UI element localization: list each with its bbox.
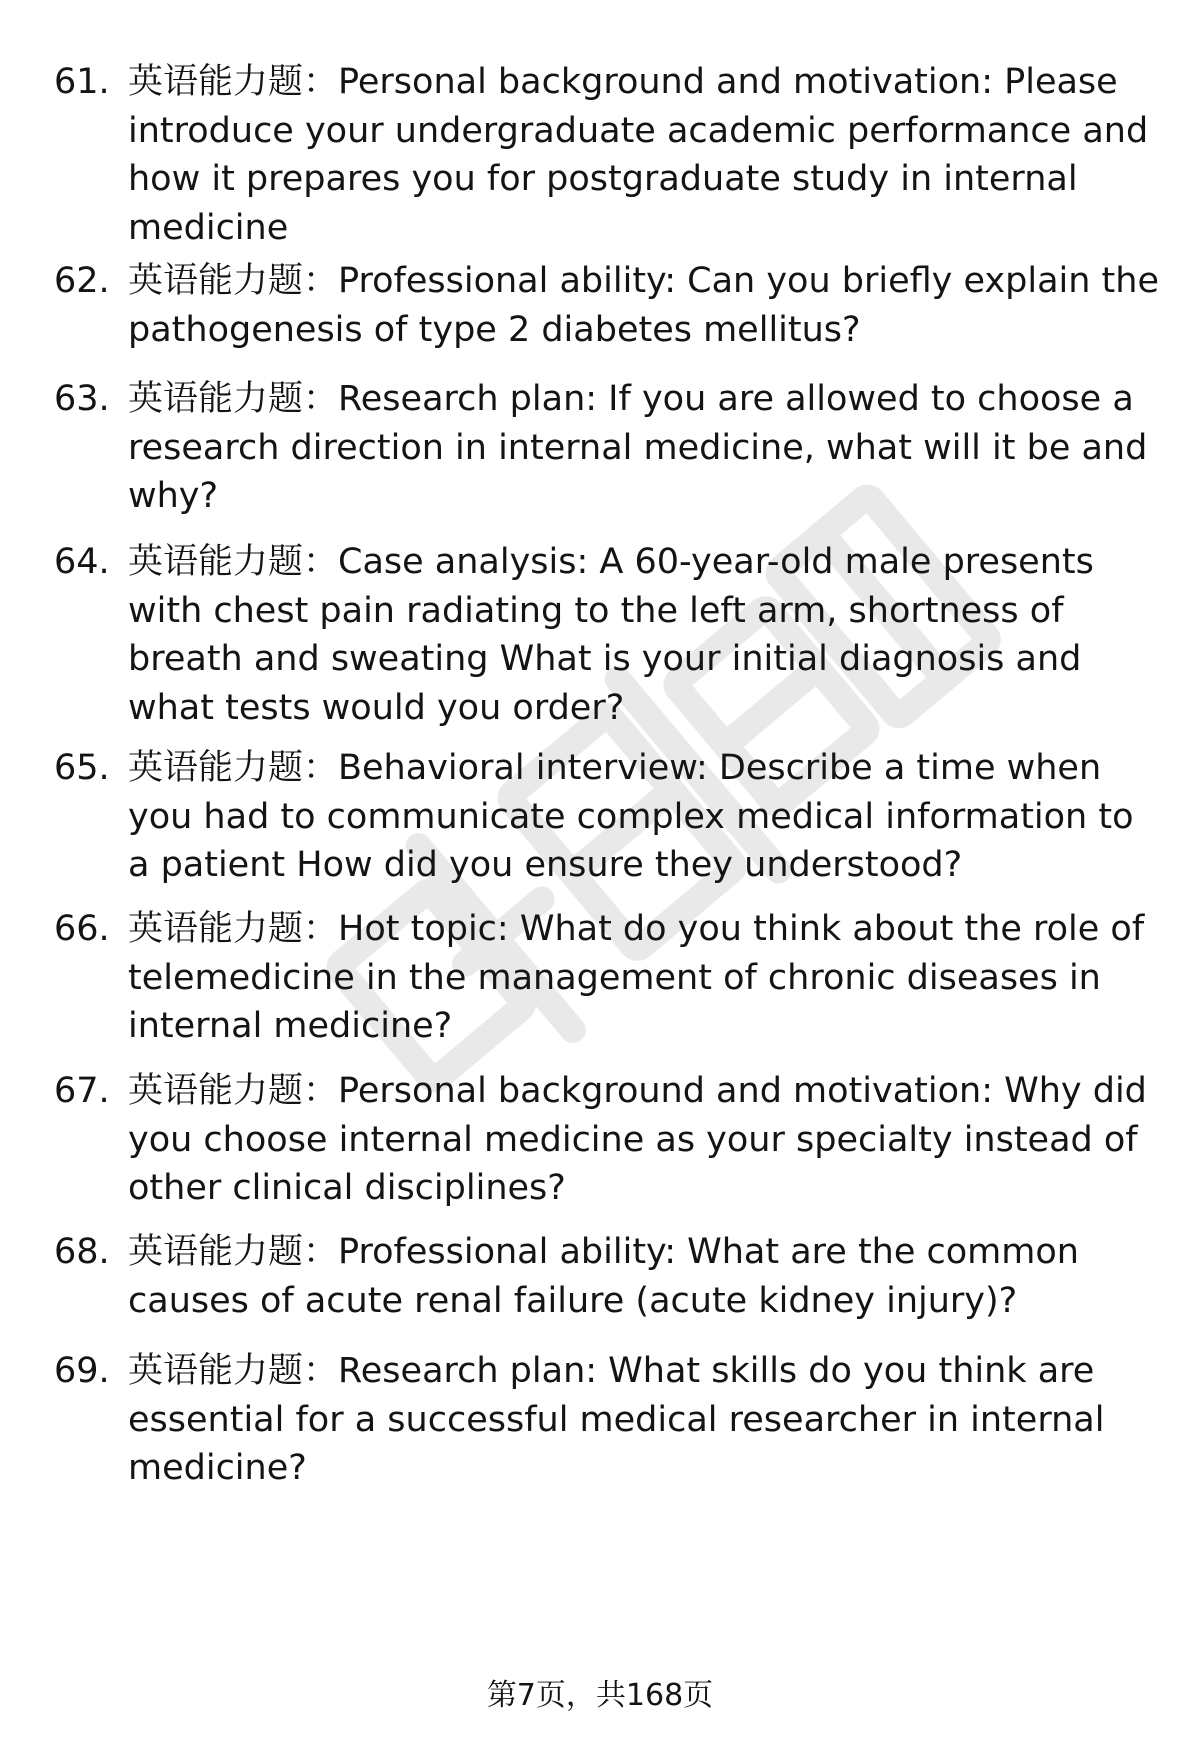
question-number: 64. xyxy=(54,542,110,582)
question-label: 英语能力题： xyxy=(128,748,339,788)
question-label: 英语能力题： xyxy=(128,1071,339,1111)
question-label: 英语能力题： xyxy=(128,1232,339,1272)
question-label: 英语能力题： xyxy=(128,909,339,949)
question-text: Research plan: If you are allowed to choose a research direction in internal medicine, what will it be and why? xyxy=(128,379,1148,516)
question-text: Behavioral interview: Describe a time when you had to communicate complex medical information to a patient How did you ensure they understood? xyxy=(128,748,1134,885)
page-number-label: 第7页，共168页 xyxy=(486,1678,714,1713)
question-number: 65. xyxy=(54,748,110,788)
question-number: 66. xyxy=(54,909,110,949)
question-text: Personal background and motivation: Why did you choose internal medicine as your specialty instead of other clinical disciplines? xyxy=(128,1071,1147,1208)
question-label: 英语能力题： xyxy=(128,542,339,582)
question-number: 62. xyxy=(54,261,110,301)
question-number: 63. xyxy=(54,379,110,419)
question-label: 英语能力题： xyxy=(128,1351,339,1391)
question-body xyxy=(128,1347,1164,1493)
question-body xyxy=(128,1228,1164,1325)
question-body xyxy=(128,905,1164,1051)
question-number: 69. xyxy=(54,1351,110,1391)
question-number: 68. xyxy=(54,1232,110,1272)
question-body xyxy=(128,257,1164,354)
question-text: Hot topic: What do you think about the role of telemedicine in the management of chronic diseases in internal medicine? xyxy=(128,909,1145,1046)
question-number: 67. xyxy=(54,1071,110,1111)
question-text: Research plan: What skills do you think are essential for a successful medical researcher in internal medicine? xyxy=(128,1351,1105,1488)
question-body xyxy=(128,1067,1164,1213)
question-body xyxy=(128,538,1164,732)
question-text: Personal background and motivation: Please introduce your undergraduate academic performance and how it prepares you for postgraduate study in internal medicine xyxy=(128,62,1149,248)
question-number: 61. xyxy=(54,62,110,102)
question-label: 英语能力题： xyxy=(128,379,339,419)
question-body xyxy=(128,58,1164,252)
question-label: 英语能力题： xyxy=(128,261,339,301)
question-body xyxy=(128,375,1164,521)
question-text: Professional ability: Can you briefly explain the pathogenesis of type 2 diabetes mellitus? xyxy=(128,261,1159,350)
page-footer xyxy=(0,1676,1200,1716)
question-text: Case analysis: A 60-year-old male presents with chest pain radiating to the left arm, shortness of breath and sweating What is your initial diagnosis and what tests would you order? xyxy=(128,542,1094,728)
question-body xyxy=(128,744,1164,890)
question-label: 英语能力题： xyxy=(128,62,339,102)
question-text: Professional ability: What are the common causes of acute renal failure (acute kidney injury)? xyxy=(128,1232,1079,1321)
